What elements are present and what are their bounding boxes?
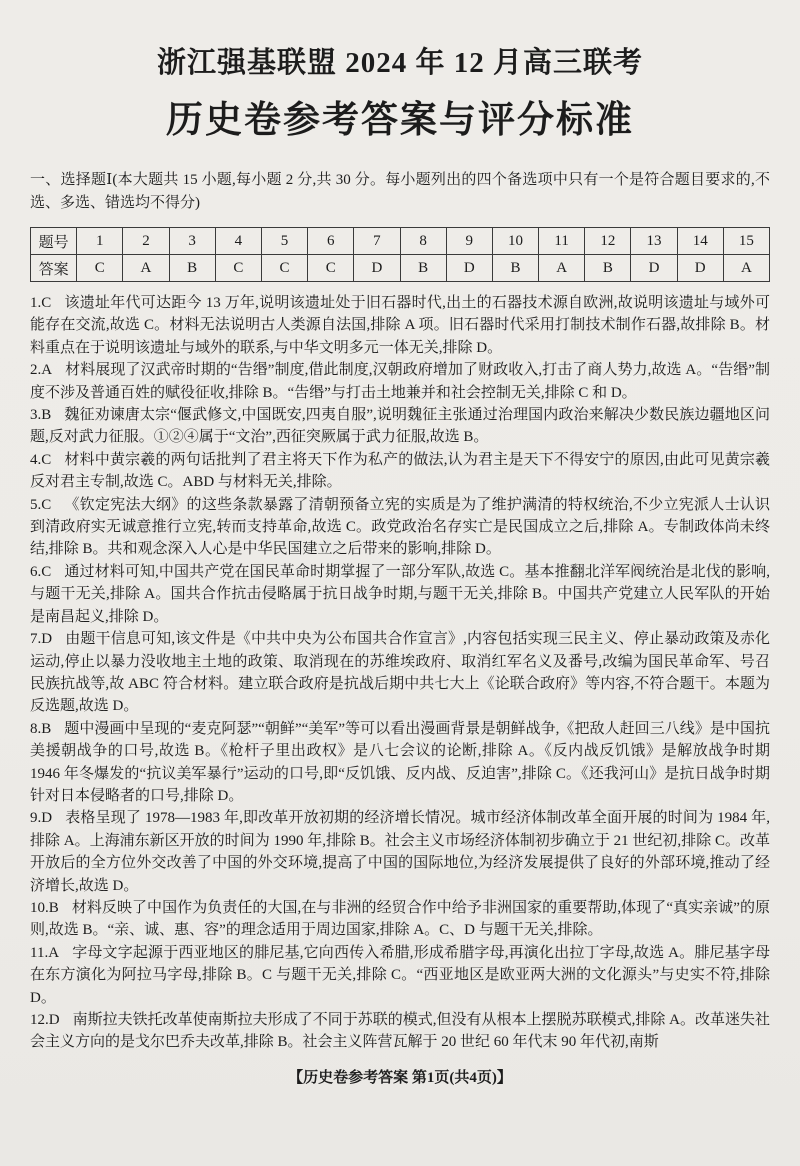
explanation-label: 4.C [30, 451, 52, 468]
explanation-label: 5.C [30, 496, 52, 513]
explanation-text: 表格呈现了 1978—1983 年,即改革开放初期的经济增长情况。城市经济体制改革全面开展的时间为 1984 年,排除 A。上海浦东新区开放的时间为 1990 年,排除 B。社会主义市场经济体制初步确立于 21 世纪初,排除 C。改革开放后的全方位外交改善了中国的外交环境,提高了中国的国际地位,为经济发展提供了良好的外部环境,推动了经济增长,故选 D。 [30, 810, 770, 894]
explanation-item-10 [30, 897, 770, 942]
explanation-text: 字母文字起源于西亚地区的腓尼基,它向西传入希腊,形成希腊字母,再演化出拉丁字母,故选 A。腓尼基字母在东方演化为阿拉马字母,排除 B。C 与题干无关,排除 C。“西亚地区是欧亚两大洲的文化源头”与史实不符,排除 D。 [30, 944, 770, 1006]
question-number-cell: 2 [123, 228, 169, 255]
question-number-cell: 7 [354, 228, 400, 255]
explanation-label: 2.A [30, 362, 53, 379]
answer-cell: B [169, 255, 215, 282]
explanation-text: 魏征劝谏唐太宗“偃武修文,中国既安,四夷自服”,说明魏征主张通过治理国内政治来解决少数民族边疆地区问题,反对武力征服。①②④属于“文治”,西征突厥属于武力征服,故选 B。 [30, 407, 770, 446]
explanation-label: 7.D [30, 631, 53, 648]
explanation-text: 南斯拉夫铁托改革使南斯拉夫形成了不同于苏联的模式,但没有从根本上摆脱苏联模式,排除 A。改革迷失社会主义方向的是戈尔巴乔夫改革,排除 B。社会主义阵营瓦解于 20 世纪 60 年代末 90 年代初,南斯 [30, 1012, 770, 1051]
explanation-list [30, 292, 770, 1054]
question-number-cell: 11 [539, 228, 585, 255]
answer-table [30, 227, 770, 282]
explanation-label: 11.A [30, 944, 60, 961]
explanation-text: 通过材料可知,中国共产党在国民革命时期掌握了一部分军队,故选 C。基本推翻北洋军阀统治是北伐的影响,与题干无关,排除 A。国共合作抗击侵略属于抗日战争时期,与题干无关,排除 B。中国共产党建立人民军队的开始是南昌起义,排除 D。 [30, 563, 770, 625]
answer-cell: D [677, 255, 723, 282]
explanation-text: 题中漫画中呈现的“麦克阿瑟”“朝鲜”“美军”等可以看出漫画背景是朝鲜战争,《把敌人赶回三八线》是中国抗美援朝战争的口号,故选 B。《枪杆子里出政权》是八七会议的论断,排除 A。《反内战反饥饿》是解放战争时期 1946 年冬爆发的“抗议美军暴行”运动的口号,即“反饥饿、反内战、反迫害”,排除 C。《还我河山》是抗日战争时期针对日本侵略者的口号,排除 D。 [30, 720, 770, 804]
question-number-cell: 10 [492, 228, 538, 255]
explanation-label: 3.B [30, 407, 52, 424]
explanation-text: 材料展现了汉武帝时期的“告缗”制度,借此制度,汉朝政府增加了财政收入,打击了商人势力,故选 A。“告缗”制度不涉及普通百姓的赋役征收,排除 B。“告缗”与打击土地兼并和社会控制无关,排除 C 和 D。 [30, 362, 770, 401]
section1-heading: 一、选择题Ⅰ(本大题共 15 小题,每小题 2 分,共 30 分。每小题列出的四个备选项中只有一个是符合题目要求的,不选、多选、错选均不得分) [30, 172, 770, 211]
page-title-line1: 浙江强基联盟 2024 年 12 月高三联考 [156, 47, 643, 79]
answer-cell: A [723, 255, 769, 282]
explanation-text: 《钦定宪法大纲》的这些条款暴露了清朝预备立宪的实质是为了维护满清的特权统治,不少立宪派人士认识到清政府实无诚意推行立宪,转而支持革命,故选 C。政党政治名存实亡是民国成立之后,排除 A。专制政体尚未终结,排除 B。共和观念深入人心是中华民国建立之后带来的影响,排除 D。 [30, 496, 770, 558]
question-number-cell: 12 [585, 228, 631, 255]
answer-cell: B [585, 255, 631, 282]
explanation-item-7 [30, 628, 770, 718]
answer-cell: C [261, 255, 307, 282]
answer-cell: B [492, 255, 538, 282]
explanation-item-8 [30, 718, 770, 808]
page-title-line2: 历史卷参考答案与评分标准 [166, 100, 634, 141]
explanation-item-3 [30, 404, 770, 449]
answer-cell: C [308, 255, 354, 282]
answer-table-row-numbers [31, 228, 770, 255]
question-number-cell: 6 [308, 228, 354, 255]
question-number-cell: 13 [631, 228, 677, 255]
explanation-item-11 [30, 942, 770, 1009]
answer-cell: A [123, 255, 169, 282]
answer-cell: D [631, 255, 677, 282]
answer-cell: D [354, 255, 400, 282]
page-footer: 【历史卷参考答案 第1页(共4页)】 [288, 1069, 512, 1086]
explanation-label: 8.B [30, 720, 52, 737]
question-number-cell: 14 [677, 228, 723, 255]
question-number-cell: 5 [261, 228, 307, 255]
row-label-question-number: 题号 [31, 228, 77, 255]
explanation-item-1 [30, 292, 770, 359]
answer-cell: D [446, 255, 492, 282]
explanation-label: 10.B [30, 899, 59, 916]
explanation-text: 材料中黄宗羲的两句话批判了君主将天下作为私产的做法,认为君主是天下不得安宁的原因,由此可见黄宗羲反对君主专制,故选 C。ABD 与材料无关,排除。 [30, 451, 770, 491]
explanation-item-4 [30, 449, 770, 494]
question-number-cell: 15 [723, 228, 769, 255]
answer-cell: C [215, 255, 261, 282]
explanation-item-5 [30, 494, 770, 561]
answer-cell: B [400, 255, 446, 282]
answer-cell: C [77, 255, 123, 282]
explanation-item-2 [30, 359, 770, 404]
question-number-cell: 3 [169, 228, 215, 255]
question-number-cell: 9 [446, 228, 492, 255]
explanation-label: 12.D [30, 1012, 60, 1028]
explanation-item-12 [30, 1009, 770, 1054]
answer-cell: A [539, 255, 585, 282]
explanation-item-6 [30, 561, 770, 628]
question-number-cell: 4 [215, 228, 261, 255]
explanation-label: 9.D [30, 810, 53, 827]
explanation-item-9 [30, 807, 770, 897]
row-label-answer: 答案 [31, 255, 77, 282]
explanation-text: 该遗址年代可达距今 13 万年,说明该遗址处于旧石器时代,出土的石器技术源自欧洲,故说明该遗址与域外可能存在交流,故选 C。材料无法说明古人类源自法国,排除 A 项。旧石器时代采用打制技术制作石器,故排除 B。材料重点在于说明该遗址与域外的联系,与中华文明多元一体无关,排除 D。 [30, 295, 770, 356]
explanation-label: 1.C [30, 295, 52, 311]
explanation-label: 6.C [30, 563, 52, 580]
explanation-text: 由题干信息可知,该文件是《中共中央为公布国共合作宣言》,内容包括实现三民主义、停止暴动政策及赤化运动,停止以暴力没收地主土地的政策、取消现在的苏维埃政府、取消红军名义及番号,改编为国民革命军、号召民族抗战等,故 ABC 符合材料。建立联合政府是抗战后期中共七大上《论联合政府》等内容,不符合题干。本题为反选题,故选 D。 [30, 631, 770, 715]
question-number-cell: 1 [77, 228, 123, 255]
answer-table-row-answers [31, 255, 770, 282]
question-number-cell: 8 [400, 228, 446, 255]
explanation-text: 材料反映了中国作为负责任的大国,在与非洲的经贸合作中给予非洲国家的重要帮助,体现了“真实亲诚”的原则,故选 B。“亲、诚、惠、容”的理念适用于周边国家,排除 A。C、D 与题干无关,排除。 [30, 899, 770, 939]
